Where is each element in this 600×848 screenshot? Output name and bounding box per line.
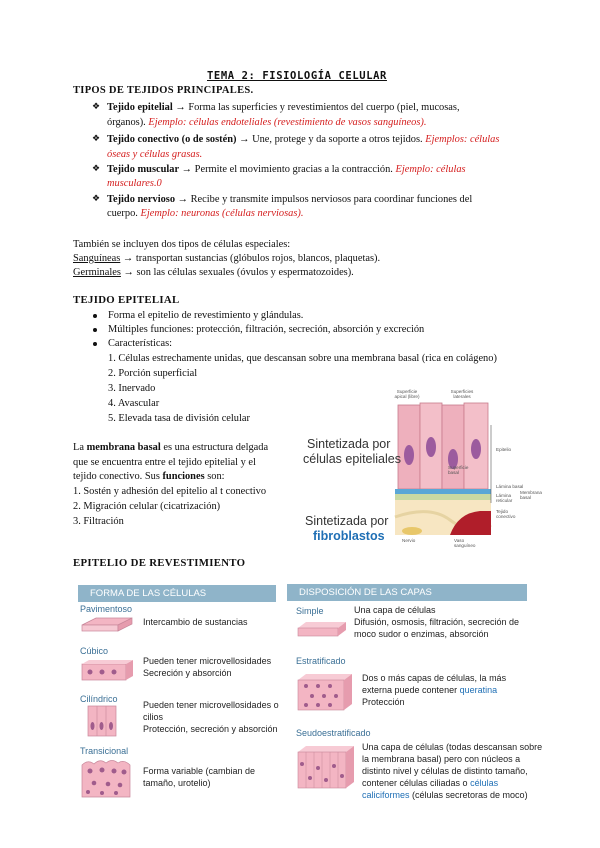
epithelial-heading: TEJIDO EPITELIAL [73,294,180,306]
bullet-icon [93,314,97,318]
nerve [402,527,422,535]
tissue-item: Tejido epitelial → Forma las superficies y revestimientos del cuerpo (piel, mucosas, [107,102,460,113]
layer-label: Seudoestratificado [296,728,371,738]
layer-label: Estratificado [296,656,346,666]
diamond-bullet-icon: ❖ [92,193,101,203]
figure-label: Sintetizada por [307,437,391,451]
shape-label: Cúbico [80,646,109,656]
page-title: TEMA 2: FISIOLOGÍA CELULAR [207,70,387,82]
characteristic: 5. Elevada tasa de división celular [108,413,250,424]
cuboidal-cells-illustration [80,658,135,682]
bullet-icon [93,328,97,332]
characteristic: 4. Avascular [108,398,160,409]
special-item: Germinales → son las células sexuales (óvulos y espermatozoides). [73,267,354,278]
shape-label: Pavimentoso [80,604,133,614]
nucleus [426,437,436,457]
nucleus [471,439,481,459]
tissue-item: Tejido muscular → Permite el movimiento gracias a la contracción. Ejemplo: células [107,164,466,175]
squamous-cells-illustration [80,615,134,637]
basal-membrane-figure: Superficie apical (libre) Superficies laterales Superficie basal Epitelio Lámina basal Lámina reticular Membrana basal Tejido conectivo Nervio Vaso sanguíneo [300,385,550,550]
shape-label: Transicional [80,746,129,756]
characteristic: 3. Inervado [108,383,156,394]
forma-header: FORMA DE LAS CÉLULAS [78,585,276,602]
characteristic: 1. Células estrechamente unidas, que descansan sobre una membrana basal (rica en colágeno) [108,353,497,364]
bullet-icon [93,342,97,346]
columnar-cells-illustration [84,704,124,738]
tissue-item: Tejido nervioso → Recibe y transmite impulsos nerviosos para coordinar funciones del [107,194,473,205]
shape-label: Cilíndrico [80,694,118,704]
diamond-bullet-icon: ❖ [92,163,101,173]
figure-label: Sintetizada por [305,514,389,528]
special-intro: También se incluyen dos tipos de células especiales: [73,239,291,250]
tissue-item: Tejido conectivo (o de sostén) → Une, protege y da soporte a otros tejidos. Ejemplos: células [107,134,500,145]
simple-epithelium-illustration [296,620,348,638]
nucleus [404,445,414,465]
special-item: Sanguíneas → transportan sustancias (glóbulos rojos, blancos, plaquetas). [73,253,381,264]
revestimiento-heading: EPITELIO DE REVESTIMIENTO [73,557,246,569]
diamond-bullet-icon: ❖ [92,101,101,111]
layer-label: Simple [296,606,324,616]
diamond-bullet-icon: ❖ [92,133,101,143]
types-heading: TIPOS DE TEJIDOS PRINCIPALES. [73,85,254,96]
transitional-cells-illustration [80,757,136,799]
stratified-epithelium-illustration [296,672,354,712]
capas-header: DISPOSICIÓN DE LAS CAPAS [287,584,527,601]
reticular-lamina [395,494,491,500]
characteristic: 2. Porción superficial [108,368,198,379]
basal-lamina [395,489,491,494]
membrane-text: La membrana basal es una estructura delgada [73,442,269,453]
pseudostratified-epithelium-illustration [296,744,356,790]
